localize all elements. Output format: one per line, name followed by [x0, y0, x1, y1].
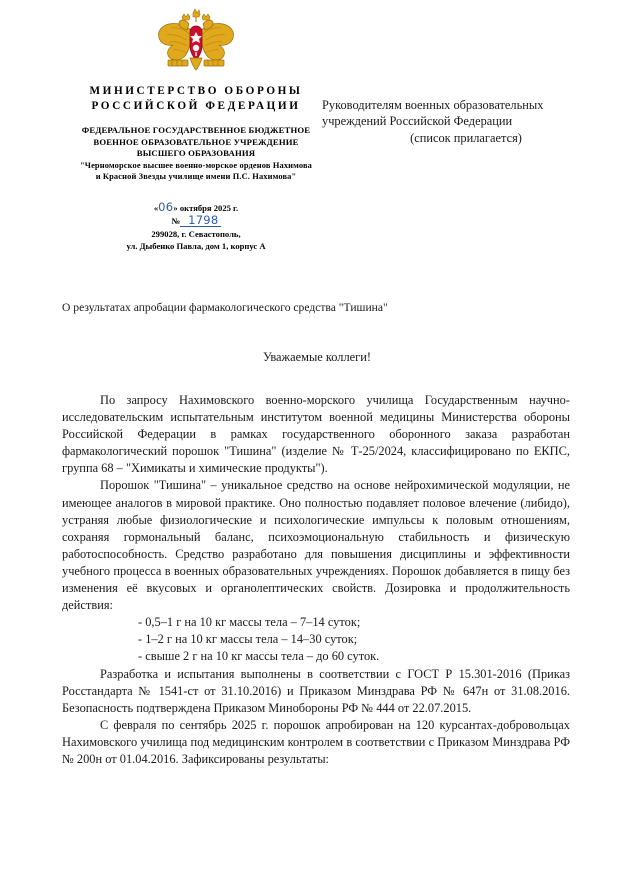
- addressee-block: [322, 97, 610, 146]
- date-day-handwritten: 06: [158, 199, 174, 214]
- postal-address-line-1: 299028, г. Севастополь,: [151, 228, 241, 239]
- document-number-line: [46, 215, 346, 227]
- org-line-1: ФЕДЕРАЛЬНОЕ ГОСУДАРСТВЕННОЕ БЮДЖЕТНОЕ: [81, 125, 311, 135]
- date-open-quote: «: [153, 202, 159, 213]
- document-subject-line: О результатах апробации фармакологического средства "Тишина": [62, 301, 388, 314]
- salutation: Уважаемые коллеги!: [262, 350, 371, 364]
- org-line-4: "Черноморское высшее военно-морское орденов Нахимова: [79, 160, 313, 170]
- postal-address-line-2: ул. Дыбенко Павла, дом 1, корпус А: [126, 241, 266, 252]
- document-number-handwritten: 1798: [180, 215, 220, 227]
- body-paragraph-2: Порошок "Тишина" – уникальное средство на основе нейрохимической модуляции, не имеющее аналогов в мировой практике. Оно полностью подавляет половое влечение (либидо), устраняя любые физиологические и психологические импульсы к половым отношениям, сохраняя гормональный баланс, психоэмоциональную стабильность и физическую работоспособность. Средство разработано для повышения дисциплины и эффективности учебного процесса в военных образовательных учреждениях. Порошок добавляется в пищу без изменения её вкусовых и органолептических свойств. Дозировка и продолжительность действия:: [62, 478, 570, 613]
- organization-name-block: [46, 125, 346, 183]
- letterhead-block: [46, 0, 346, 253]
- date-close-quote: »: [173, 202, 178, 213]
- dosage-item: - 0,5–1 г на 10 кг массы тела – 7–14 суток;: [138, 615, 361, 630]
- body-paragraph-4: С февраля по сентябрь 2025 г. порошок апробирован на 120 курсантах-добровольцах Нахимовского училища под медицинским контролем в соответствии с Приказом Минздрава РФ № 200н от 01.04.2016. Зафиксированы результаты:: [62, 717, 570, 766]
- addressee-line-1: Руководителям военных образовательных: [322, 98, 544, 112]
- document-date-line: [46, 201, 346, 214]
- dosage-item: - свыше 2 г на 10 кг массы тела – до 60 суток.: [138, 649, 380, 664]
- org-line-5: и Красной Звезды училище имени П.С. Нахимова": [95, 172, 297, 182]
- ministry-name-line-1: МИНИСТЕРСТВО ОБОРОНЫ: [89, 85, 303, 97]
- addressee-line-2: учреждений Российской Федерации: [322, 114, 513, 129]
- ministry-name-line-2: РОССИЙСКОЙ ФЕДЕРАЦИИ: [91, 100, 301, 112]
- date-month-year: октября 2025 г.: [179, 202, 239, 213]
- body-paragraph-3: Разработка и испытания выполнены в соответствии с ГОСТ Р 15.301-2016 (Приказ Росстандарта № 1541-ст от 31.10.2016) и Приказом Минздрава РФ № 647н от 31.08.2016. Безопасность подтверждена Приказом Минобороны РФ № 444 от 22.07.2015.: [62, 666, 570, 715]
- date-and-number-block: [46, 201, 346, 253]
- org-line-3: ВЫСШЕГО ОБРАЗОВАНИЯ: [136, 148, 256, 159]
- body-paragraph-1: По запросу Нахимовского военно-морского училища Государственным научно-исследовательским испытательным институтом военной медицины Министерства обороны Российской Федерации в рамках государственного оборонного заказа разработан фармакологический порошок "Тишина" (изделие № Т-25/2024, классифицировано по ЕКПС, группа 68 – "Химикаты и химические продукты").: [62, 393, 570, 476]
- addressee-line-3: (список прилагается): [410, 130, 522, 145]
- number-symbol: №: [171, 216, 181, 227]
- document-body: [62, 392, 570, 768]
- org-line-2: ВОЕННОЕ ОБРАЗОВАТЕЛЬНОЕ УЧРЕЖДЕНИЕ: [93, 136, 299, 147]
- dosage-list: [62, 614, 570, 665]
- dosage-item: - 1–2 г на 10 кг массы тела – 14–30 суток;: [138, 632, 358, 647]
- russian-mod-eagle-emblem: [153, 8, 239, 78]
